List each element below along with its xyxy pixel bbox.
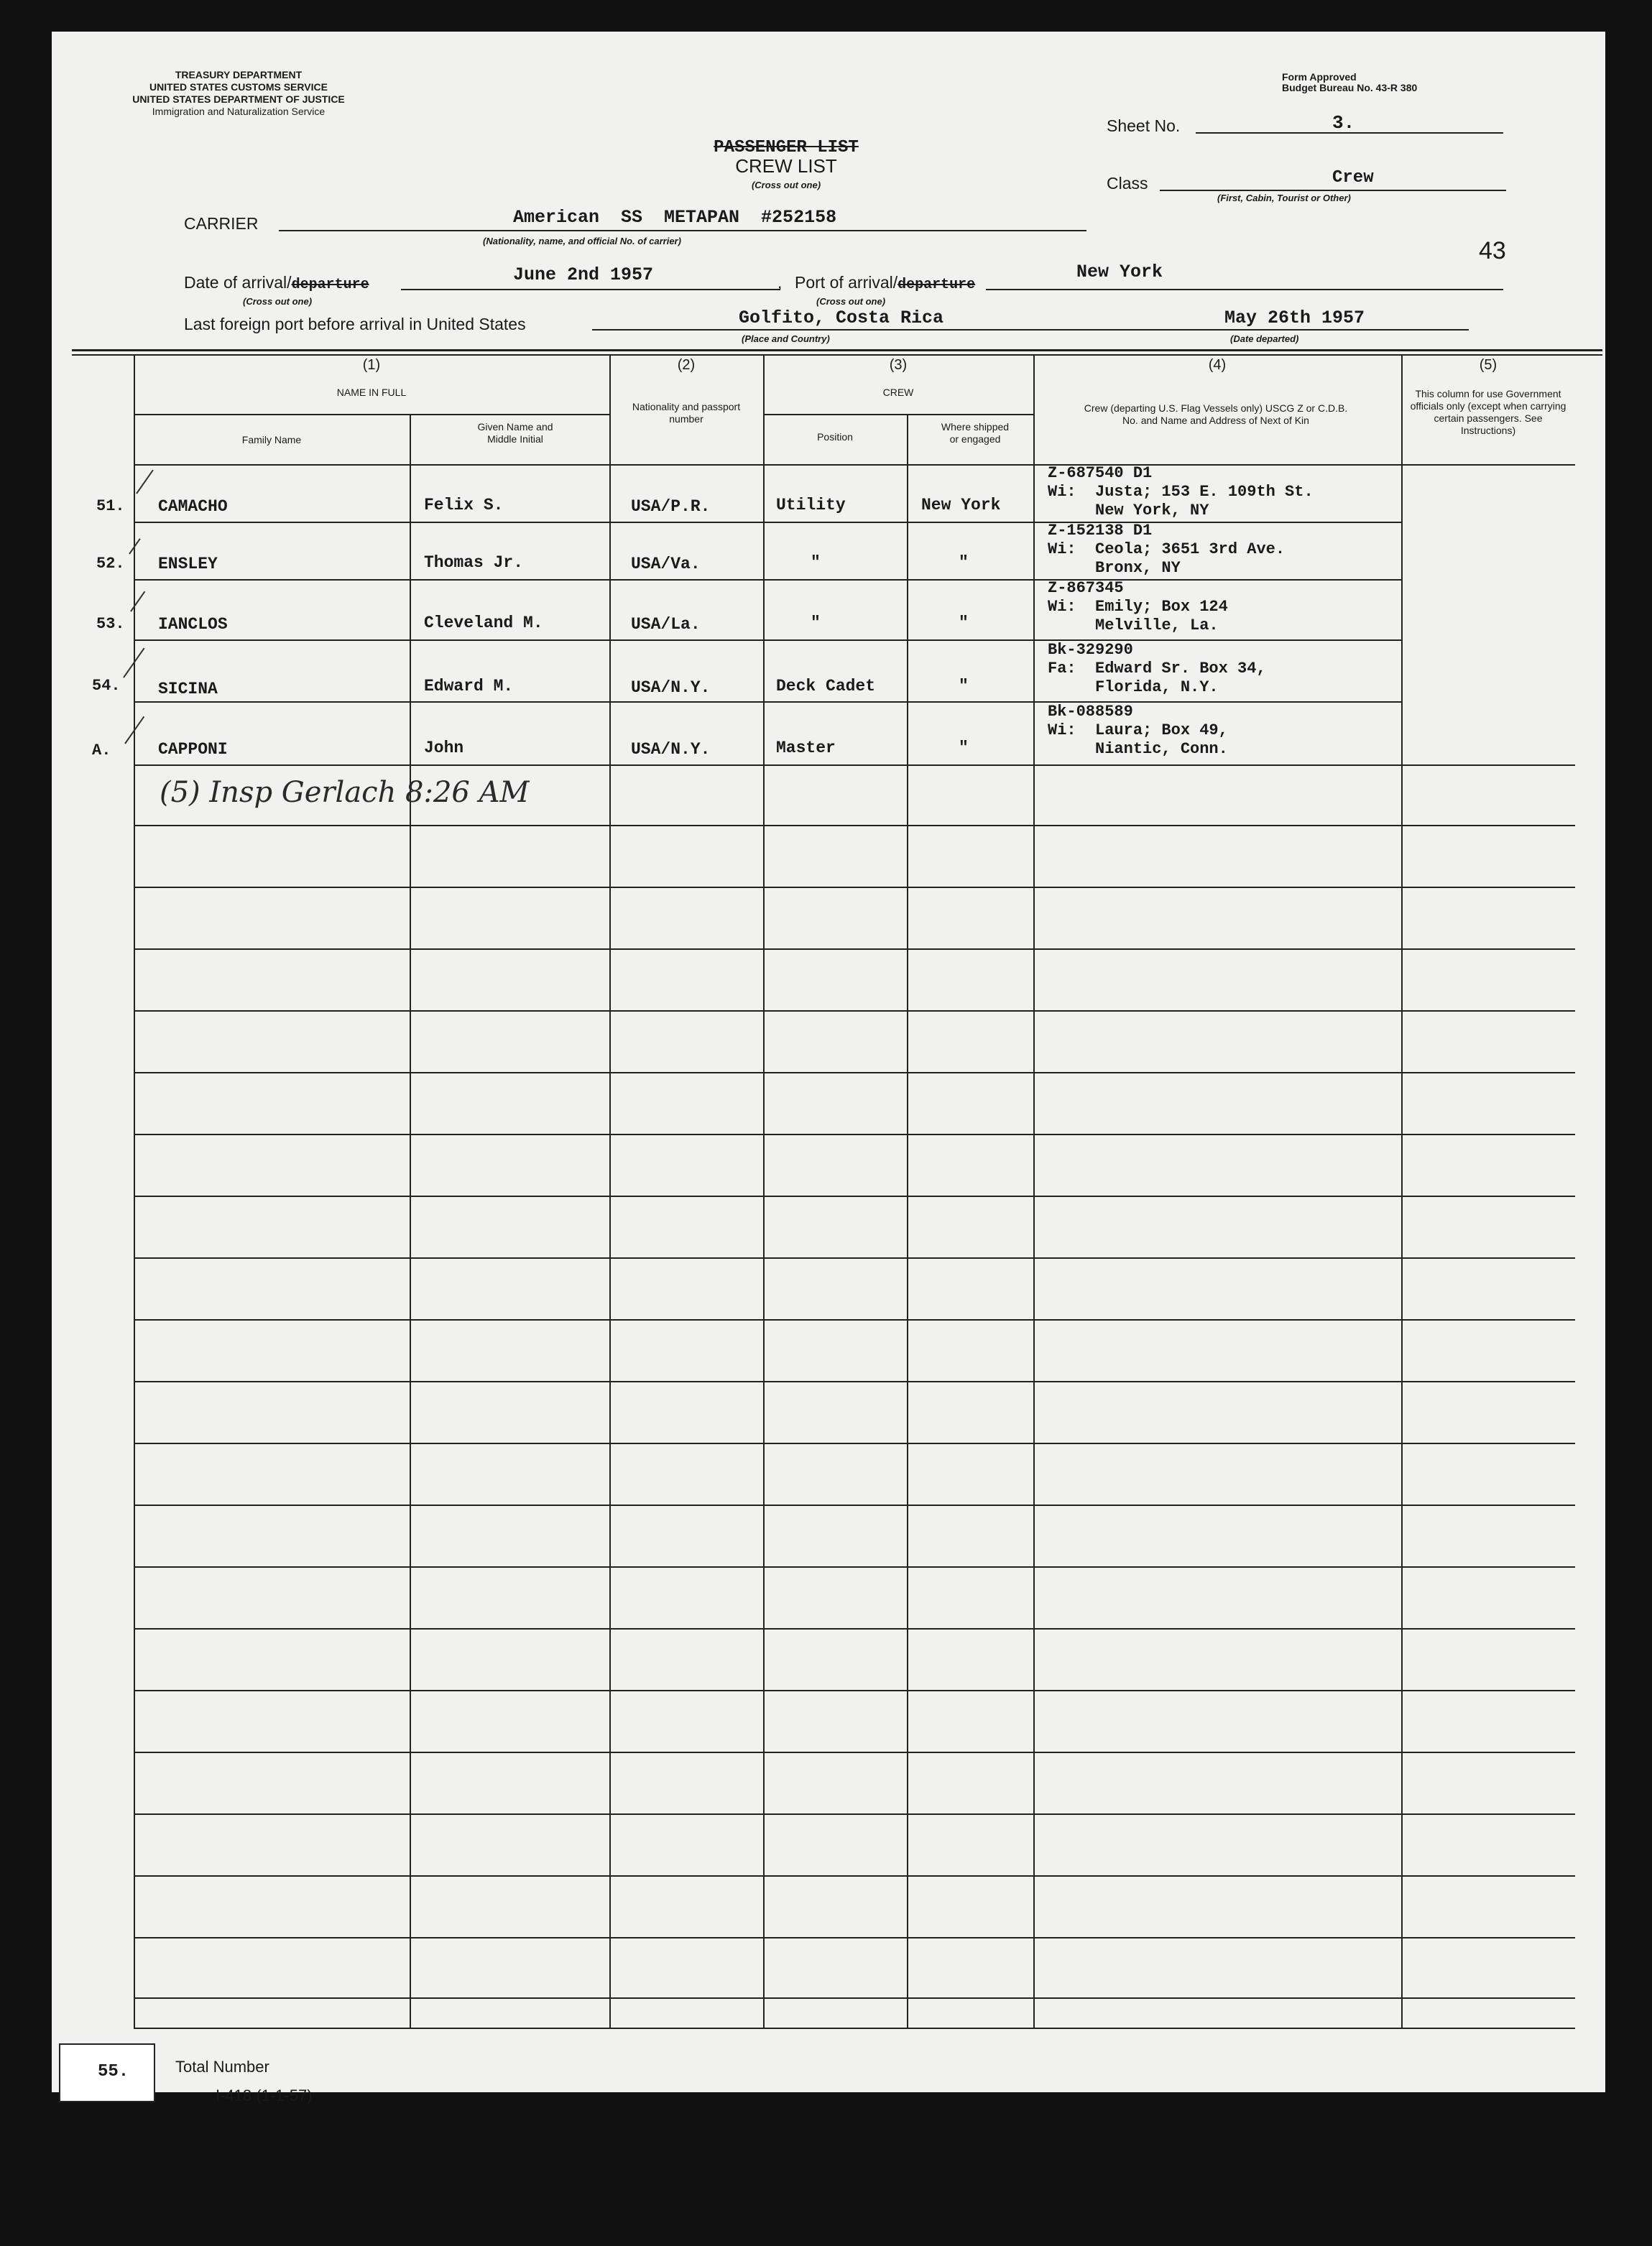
row-line-17 xyxy=(134,1505,1575,1506)
carrier-label: CARRIER xyxy=(184,214,259,233)
form-number: I-418 (1-1-57) xyxy=(216,2086,313,2104)
row-line-4 xyxy=(134,701,1401,703)
sheet-value: 3. xyxy=(1332,112,1355,134)
col-2-3-divider xyxy=(763,354,765,2028)
last-port-label: Last foreign port before arrival in United States xyxy=(184,315,526,333)
position: " xyxy=(811,553,821,572)
budget-bureau: Budget Bureau No. 43-R 380 xyxy=(1282,82,1418,93)
port-departure-struck: departure xyxy=(897,277,976,293)
class-value: Crew xyxy=(1332,168,1374,188)
row-line-19 xyxy=(134,1628,1575,1630)
col3-number: (3) xyxy=(889,357,908,373)
port-arrival-label xyxy=(795,273,975,293)
table-top-rule-1 xyxy=(72,349,1602,351)
cross-out-note-title: (Cross out one) xyxy=(751,180,821,190)
nationality: USA/N.Y. xyxy=(631,678,711,697)
row-number: 53. xyxy=(96,615,125,633)
family-name: CAMACHO xyxy=(158,497,228,516)
col1-number: (1) xyxy=(362,357,381,373)
kin-line-2: Fa: Edward Sr. Box 34, xyxy=(1048,660,1266,678)
agency-block xyxy=(73,69,404,118)
port-arrival-text: Port of arrival/ xyxy=(795,273,898,292)
port-arrival-line xyxy=(986,289,1503,290)
row-line-24 xyxy=(134,1937,1575,1938)
kin-line-2: Wi: Ceola; 3651 3rd Ave. xyxy=(1048,540,1286,558)
shipped: " xyxy=(959,739,969,757)
total-label: Total Number xyxy=(175,2058,269,2076)
official-use-header: This column for use Government officials only (except when carrying certain passengers. See Instructions) xyxy=(1410,388,1566,436)
col-1-2-divider xyxy=(609,354,611,2028)
total-value: 55. xyxy=(98,2062,129,2081)
nationality: USA/La. xyxy=(631,615,701,634)
port-arrival-value: New York xyxy=(1076,262,1163,282)
row-line-6 xyxy=(134,825,1575,826)
kin-line-3: Florida, N.Y. xyxy=(1048,678,1219,696)
given-name: Thomas Jr. xyxy=(424,553,524,572)
kin-line-3: Melville, La. xyxy=(1048,616,1219,634)
kin-line-2: Wi: Emily; Box 124 xyxy=(1048,598,1228,616)
agency-line-2: UNITED STATES CUSTOMS SERVICE xyxy=(149,81,328,93)
last-port-value: Golfito, Costa Rica xyxy=(739,308,944,328)
nationality: USA/Va. xyxy=(631,555,701,573)
family-name: CAPPONI xyxy=(158,740,228,759)
form-approved: Form Approved xyxy=(1282,71,1357,83)
date-arrival-value: June 2nd 1957 xyxy=(513,264,654,285)
row-line-11 xyxy=(134,1134,1575,1135)
row-number: 52. xyxy=(96,555,125,573)
carrier-note: (Nationality, name, and official No. of carrier) xyxy=(483,236,681,246)
last-port-line xyxy=(592,329,1098,331)
shipped: " xyxy=(959,677,969,695)
given-name: Felix S. xyxy=(424,496,504,514)
nationality: USA/P.R. xyxy=(631,497,711,516)
carrier-line xyxy=(279,230,1086,231)
kin-line-3: Niantic, Conn. xyxy=(1048,740,1228,758)
crew-list-form xyxy=(52,32,1605,2104)
agency-line-3: UNITED STATES DEPARTMENT OF JUSTICE xyxy=(132,93,345,105)
row-line-14 xyxy=(134,1319,1575,1321)
position: Master xyxy=(776,739,836,757)
table-bottom-border xyxy=(134,2028,1575,2029)
sheet-label: Sheet No. xyxy=(1107,116,1181,135)
row-line-3 xyxy=(134,639,1401,641)
kin-line-1: Bk-088589 xyxy=(1048,703,1133,721)
form-approved-block xyxy=(1282,72,1417,93)
table-top-rule-2 xyxy=(72,354,1602,356)
shipped: New York xyxy=(921,496,1001,514)
row-line-13 xyxy=(134,1257,1575,1259)
row-line-18 xyxy=(134,1566,1575,1568)
row-line-22 xyxy=(134,1813,1575,1815)
class-note: (First, Cabin, Tourist or Other) xyxy=(1217,193,1351,203)
cross-out-note-date: (Cross out one) xyxy=(243,296,313,307)
row-line-15 xyxy=(134,1381,1575,1382)
given-name: John xyxy=(424,739,464,757)
cross-out-note-port: (Cross out one) xyxy=(816,296,886,307)
header-bottom-rule xyxy=(134,464,1575,466)
position: " xyxy=(811,614,821,632)
comma: , xyxy=(777,273,783,292)
kin-line-1: Z-867345 xyxy=(1048,579,1124,597)
check-mark xyxy=(130,591,145,612)
col-3-4-divider xyxy=(1033,354,1035,2028)
row-number: A. xyxy=(92,741,111,759)
kin-line-2: Wi: Laura; Box 49, xyxy=(1048,721,1228,739)
row-line-5 xyxy=(134,764,1575,766)
given-name-header: Given Name and Middle Initial xyxy=(477,421,553,445)
date-departed-visible-line xyxy=(1071,329,1469,331)
col1-title: NAME IN FULL xyxy=(336,387,407,398)
carrier-value: American SS METAPAN #252158 xyxy=(513,207,837,228)
family-name: ENSLEY xyxy=(158,555,218,573)
nationality: USA/N.Y. xyxy=(631,740,711,759)
class-line xyxy=(1160,190,1506,191)
row-number: 54. xyxy=(92,677,121,695)
position-header: Position xyxy=(817,431,853,443)
kin-line-2: Wi: Justa; 153 E. 109th St. xyxy=(1048,483,1314,501)
class-label: Class xyxy=(1107,174,1148,193)
row-number: 51. xyxy=(96,497,125,515)
col4-number: (4) xyxy=(1208,357,1227,373)
nationality-header: Nationality and passport number xyxy=(632,401,741,425)
col-family-given-divider xyxy=(410,414,411,2028)
next-of-kin-header: Crew (departing U.S. Flag Vessels only) USCG Z or C.D.B. No. and Name and Address of Next of Kin xyxy=(1084,402,1348,426)
col3-sub-rule xyxy=(763,414,1033,415)
agency-line-1: TREASURY DEPARTMENT xyxy=(175,69,303,80)
kin-line-1: Z-152138 D1 xyxy=(1048,522,1153,540)
check-mark xyxy=(136,470,154,494)
date-arrival-line xyxy=(401,289,780,290)
kin-line-3: New York, NY xyxy=(1048,502,1209,519)
agency-line-4: Immigration and Naturalization Service xyxy=(152,106,326,117)
row-line-16 xyxy=(134,1443,1575,1444)
date-departed-note: (Date departed) xyxy=(1230,333,1299,344)
col2-number: (2) xyxy=(677,357,696,373)
row-line-12 xyxy=(134,1196,1575,1197)
col-position-shipped-divider xyxy=(907,414,908,2028)
row-line-20 xyxy=(134,1690,1575,1691)
col1-sub-rule xyxy=(134,414,609,415)
col-4-5-divider xyxy=(1401,354,1403,2028)
page-mark: 43 xyxy=(1479,237,1506,264)
shipped: " xyxy=(959,614,969,632)
row-line-25 xyxy=(134,1997,1575,1999)
position: Deck Cadet xyxy=(776,677,876,695)
kin-line-1: Z-687540 D1 xyxy=(1048,464,1153,482)
row-line-8 xyxy=(134,948,1575,950)
row-line-23 xyxy=(134,1875,1575,1877)
inspection-note: (5) Insp Gerlach 8:26 AM xyxy=(160,776,530,809)
given-name: Cleveland M. xyxy=(424,614,543,632)
row-line-21 xyxy=(134,1752,1575,1753)
family-name-header: Family Name xyxy=(241,434,302,445)
shipped: " xyxy=(959,553,969,572)
family-name: SICINA xyxy=(158,680,218,698)
date-arrival-label xyxy=(184,273,369,293)
family-name: IANCLOS xyxy=(158,615,228,634)
position: Utility xyxy=(776,496,846,514)
date-departed-value: May 26th 1957 xyxy=(1224,308,1365,328)
crew-list-title: CREW LIST xyxy=(735,155,837,177)
last-port-note: (Place and Country) xyxy=(742,333,830,344)
date-departure-struck: departure xyxy=(291,277,369,293)
row-line-9 xyxy=(134,1010,1575,1012)
given-name: Edward M. xyxy=(424,677,514,695)
kin-line-1: Bk-329290 xyxy=(1048,641,1133,659)
row-line-10 xyxy=(134,1072,1575,1073)
row-line-7 xyxy=(134,887,1575,888)
date-arrival-text: Date of arrival/ xyxy=(184,273,292,292)
row-line-2 xyxy=(134,579,1401,581)
kin-line-3: Bronx, NY xyxy=(1048,559,1181,577)
passenger-list-struck: PASSENGER LIST xyxy=(714,138,859,157)
crew-header: CREW xyxy=(882,387,914,398)
shipped-header: Where shipped or engaged xyxy=(941,421,1010,445)
col5-number: (5) xyxy=(1479,357,1498,373)
row-line-1 xyxy=(134,522,1401,523)
